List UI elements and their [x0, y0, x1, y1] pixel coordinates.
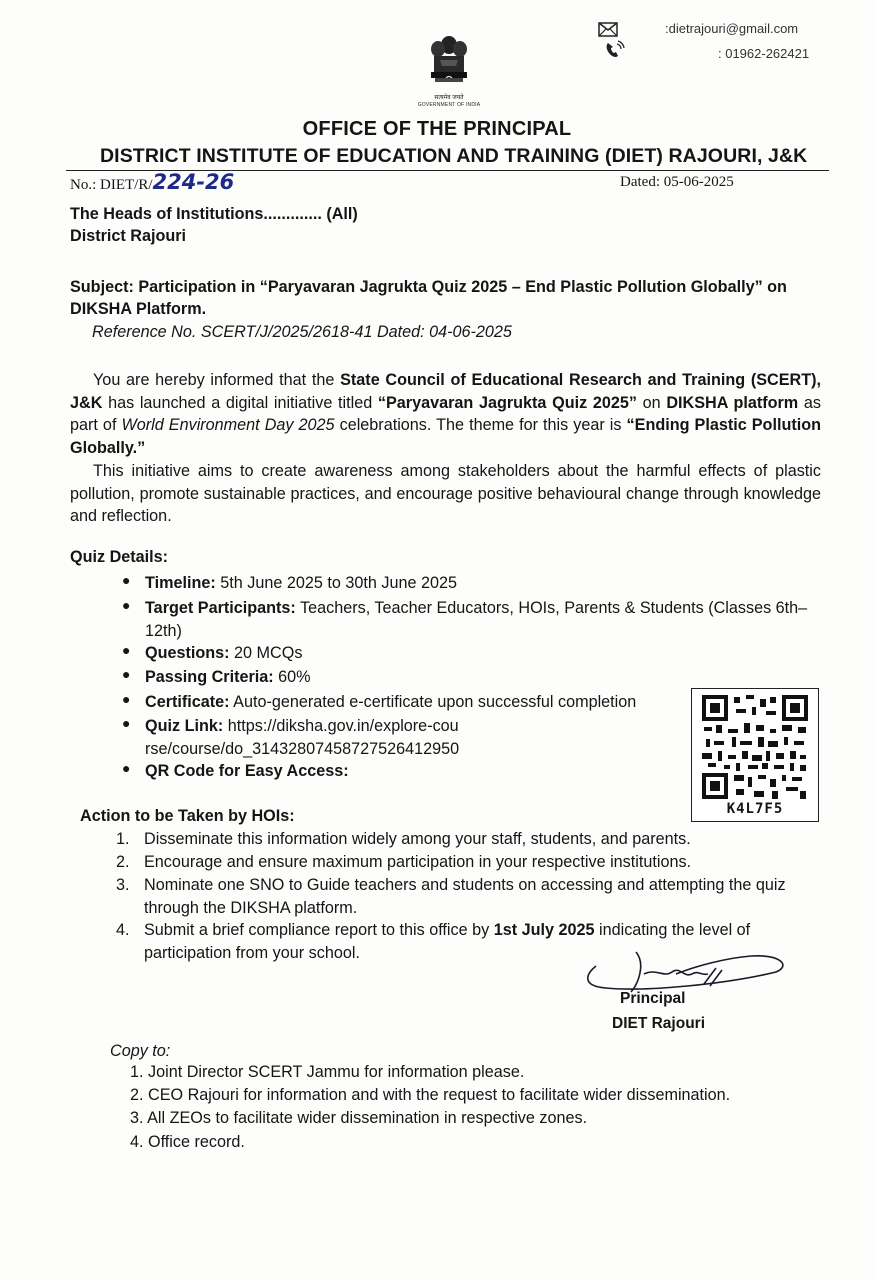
copy-item-3: [130, 1107, 587, 1130]
quiz-item-timeline: [145, 572, 685, 595]
quiz-label: Target Participants:: [145, 599, 296, 617]
quiz-label: Quiz Link:: [145, 717, 224, 735]
p1-text-5: celebrations. The theme for this year is: [334, 416, 627, 434]
state-emblem: [412, 34, 486, 118]
action-4-text-1: Submit a brief compliance report to this office by: [144, 921, 494, 939]
bullet-icon: ●: [122, 666, 131, 682]
quiz-item-questions: [145, 642, 302, 665]
p1-text-2: has launched a digital initiative titled: [102, 393, 378, 412]
action-item-number: 4.: [116, 921, 130, 939]
bullet-icon: ●: [122, 572, 131, 588]
copy-text: CEO Rajouri for information and with the request to facilitate wider dissemination.: [148, 1086, 731, 1104]
action-4-text-2: indicating the level of participation from your school.: [144, 921, 751, 962]
quiz-value: Auto-generated e-certificate upon successful completion: [229, 693, 637, 711]
quiz-item-qr: [145, 760, 349, 783]
bullet-icon: ●: [122, 642, 131, 658]
institute-name: DISTRICT INSTITUTE OF EDUCATION AND TRAINING (DIET) RAJOURI, J&K: [100, 145, 808, 167]
p1-text-3: on: [636, 393, 667, 412]
quiz-value: 5th June 2025 to 30th June 2025: [215, 574, 457, 592]
copy-item-1: [130, 1061, 524, 1084]
bullet-icon: ●: [122, 597, 131, 613]
office-title: OFFICE OF THE PRINCIPAL: [302, 118, 572, 140]
action-item-3: Nominate one SNO to Guide teachers and students on accessing and attempting the quiz through the DIKSHA platform.: [144, 876, 786, 917]
p1-bold-quiz: “Paryavaran Jagrukta Quiz 2025”: [377, 393, 637, 412]
copy-number: 2.: [130, 1086, 144, 1104]
copy-number: 3.: [130, 1109, 144, 1127]
quiz-value: 20 MCQs: [229, 644, 303, 662]
bullet-icon: ●: [122, 715, 131, 731]
subject-line-1: Subject: Participation in “Paryavaran Jagrukta Quiz 2025 – End Plastic Pollution Globally” on: [70, 278, 787, 296]
ashoka-emblem-icon: [426, 34, 472, 92]
action-4-deadline: 1st July 2025: [493, 921, 595, 939]
action-heading: Action to be Taken by HOIs:: [80, 807, 295, 825]
p1-bold-diksha: DIKSHA platform: [666, 393, 799, 412]
mail-icon: [598, 22, 618, 42]
quiz-value: 60%: [273, 668, 311, 686]
quiz-label: Certificate:: [145, 693, 230, 711]
p1-bold-scert: State Council of Educational Research and Training (SCERT), J&K: [70, 371, 821, 412]
bullet-icon: ●: [122, 760, 131, 776]
quiz-value: Teachers, Teacher Educators, HOIs, Parents & Students (Classes 6th–12th): [145, 599, 808, 640]
quiz-item-passing: [145, 666, 311, 689]
p1-bold-theme: “Ending Plastic Pollution Globally.”: [70, 416, 821, 457]
qr-code-box[interactable]: [691, 688, 819, 822]
body-paragraph-1: [70, 369, 821, 459]
p1-text-4: as part of: [70, 393, 821, 434]
copy-text: Joint Director SCERT Jammu for information please.: [148, 1063, 525, 1081]
qr-code-text: K4L7F5: [726, 801, 784, 817]
quiz-heading: Quiz Details:: [70, 548, 169, 566]
copy-text: Office record.: [148, 1133, 245, 1151]
signatory-title: Principal: [620, 990, 686, 1007]
emblem-caption: GOVERNMENT OF INDIA: [417, 102, 481, 108]
p1-text-1: You are hereby informed that the: [93, 371, 341, 389]
action-item-1: Disseminate this information widely among your staff, students, and parents.: [144, 830, 691, 848]
action-item-2: Encourage and ensure maximum participation in your respective institutions.: [144, 853, 692, 871]
copy-number: 1.: [130, 1063, 144, 1081]
subject-line-2: DIKSHA Platform.: [70, 300, 207, 318]
quiz-item-participants: [145, 597, 815, 642]
copy-item-2: [130, 1084, 730, 1107]
action-item-number: 3.: [116, 876, 130, 894]
emblem-motto: सत्यमेव जयते: [434, 95, 464, 101]
copy-number: 4.: [130, 1133, 144, 1151]
quiz-item-link: [145, 715, 463, 760]
contact-email: :dietrajouri@gmail.com: [665, 21, 799, 36]
qr-code-icon: [702, 695, 808, 799]
p1-italic-wed: World Environment Day 2025: [121, 416, 335, 434]
contact-phone: : 01962-262421: [718, 46, 810, 61]
quiz-label: Questions:: [145, 644, 230, 662]
copy-item-4: [130, 1131, 245, 1154]
addressee-line-2: District Rajouri: [70, 227, 187, 245]
quiz-label: QR Code for Easy Access:: [145, 762, 349, 780]
signatory-office: DIET Rajouri: [612, 1015, 706, 1032]
quiz-item-certificate: [145, 691, 690, 714]
subject-reference: Reference No. SCERT/J/2025/2618-41 Dated: 04-06-2025: [92, 323, 512, 341]
addressee-line-1: The Heads of Institutions............. (All): [70, 205, 358, 223]
ref-no-label: No.: DIET/R/: [70, 177, 153, 193]
letter-date: Dated: 05-06-2025: [620, 174, 734, 190]
action-item-number: 1.: [116, 830, 130, 848]
quiz-label: Passing Criteria:: [145, 668, 274, 686]
ref-no-handwritten: 224-26: [152, 170, 235, 194]
phone-icon: [603, 40, 625, 65]
copy-text: All ZEOs to facilitate wider dissemination in respective zones.: [147, 1109, 588, 1127]
reference-number: [70, 170, 234, 194]
copy-heading: Copy to:: [110, 1042, 171, 1060]
quiz-link-url[interactable]: https://diksha.gov.in/explore-course/course/do_31432807458727526412950: [145, 717, 460, 758]
quiz-label: Timeline:: [145, 574, 216, 592]
body-paragraph-2: This initiative aims to create awareness among stakeholders about the harmful effects of plastic pollution, promote sustainable practices, and encourage positive behavioural change through knowledge and reflection.: [70, 462, 821, 525]
action-item-number: 2.: [116, 853, 130, 871]
bullet-icon: ●: [122, 691, 131, 707]
